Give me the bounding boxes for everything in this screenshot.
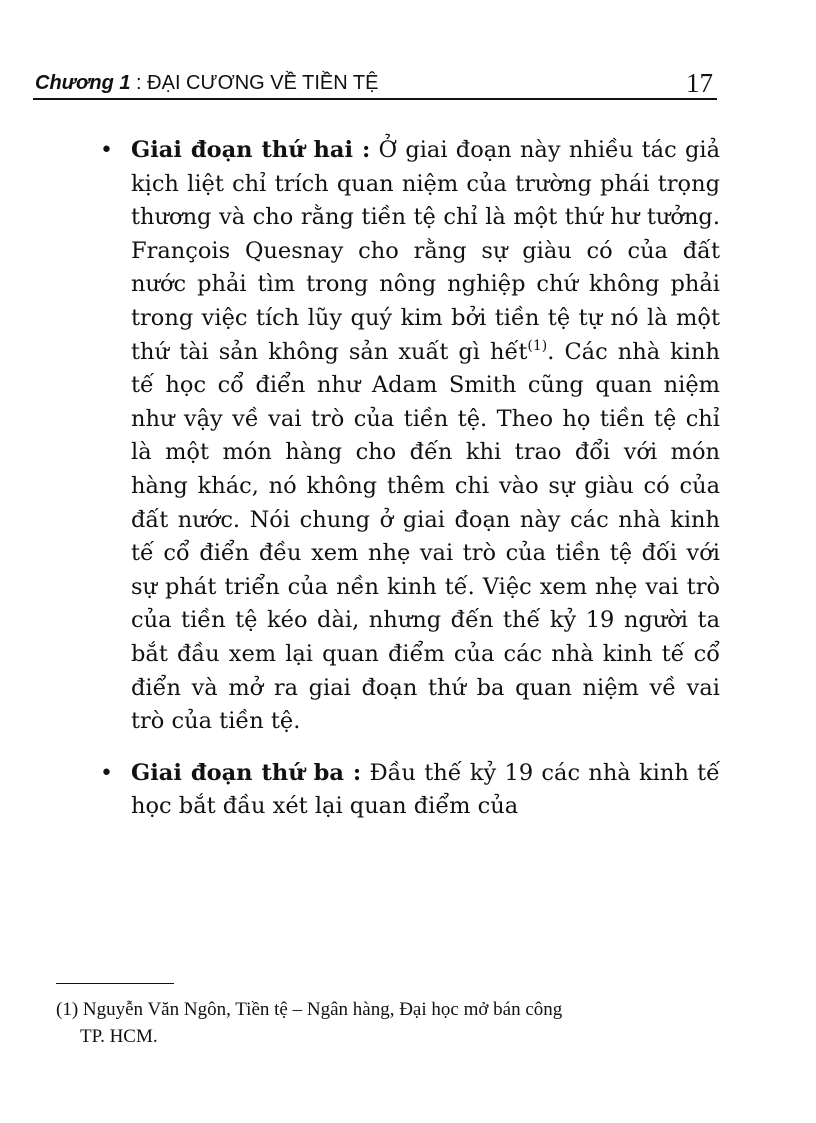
- header-separator: :: [130, 72, 148, 94]
- bullet-icon: •: [100, 760, 113, 786]
- footnote: [56, 996, 716, 1050]
- item-text: Ở giai đoạn này nhiều tác giả kịch liệt chỉ trích quan niệm của trường phái trọng thương và cho rằng tiền tệ chỉ là một thứ hư tưởng. François Quesnay cho rằng sự giàu có của đất nước phải tìm trong nông nghiệp chứ không phải trong việc tích lũy quý kim bởi tiền tệ tự nó là một thứ tài sản không sản xuất gì hết: [131, 137, 720, 365]
- item-text-continued: . Các nhà kinh tế học cổ điển như Adam Smith cũng quan niệm như vậy về vai trò của tiền tệ. Theo họ tiền tệ chỉ là một món hàng cho đến khi trao đổi với món hàng khác, nó không thêm chi vào sự giàu có của đất nước. Nói chung ở giai đoạn này các nhà kinh tế cổ điển đều xem nhẹ vai trò của tiền tệ đối với sự phát triển của nền kinh tế. Việc xem nhẹ vai trò của tiền tệ kéo dài, nhưng đến thế kỷ 19 người ta bắt đầu xem lại quan điểm của các nhà kinh tế cổ điển và mở ra giai đoạn thứ ba quan niệm về vai trò của tiền tệ.: [131, 338, 720, 735]
- running-title: [35, 72, 378, 95]
- item-title: Giai đoạn thứ ba :: [131, 759, 362, 786]
- footnote-reference[interactable]: (1): [527, 337, 548, 354]
- bullet-item-second-stage: [100, 134, 720, 739]
- chapter-title: ĐẠI CƯƠNG VỀ TIỀN TỆ: [147, 72, 379, 94]
- footnote-line-2: TP. HCM.: [80, 1026, 158, 1047]
- item-text: Đầu thế kỷ 19 các nhà kinh tế học bắt đầu xét lại quan điểm của: [131, 759, 720, 820]
- footnote-line-1: (1) Nguyễn Văn Ngôn, Tiền tệ – Ngân hàng, Đại học mở bán công: [56, 999, 563, 1020]
- item-title: Giai đoạn thứ hai :: [131, 137, 371, 163]
- page-number: 17: [686, 68, 713, 98]
- bullet-icon: •: [100, 138, 113, 163]
- page-header: [33, 66, 717, 100]
- chapter-label: Chương 1: [35, 72, 131, 94]
- footnote-divider: [56, 983, 174, 984]
- page-body: [100, 134, 720, 824]
- bullet-item-third-stage: [100, 757, 720, 824]
